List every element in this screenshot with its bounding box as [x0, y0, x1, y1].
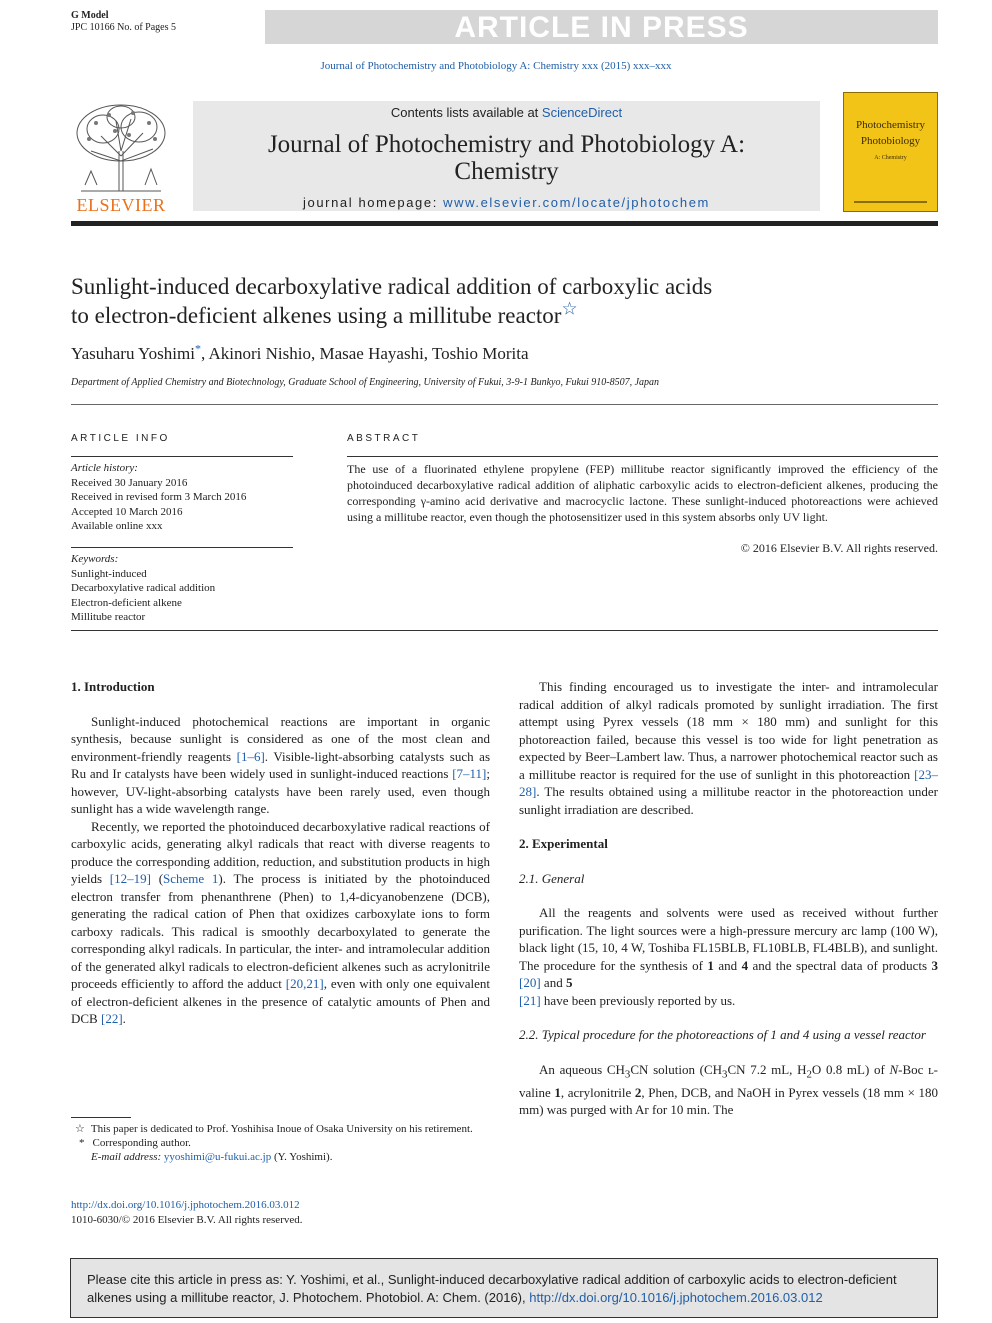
email-link[interactable]: yyoshimi@u-fukui.ac.jp — [163, 1151, 272, 1163]
author-list — [71, 341, 529, 364]
journal-title-line1: Journal of Photochemistry and Photobiology A: — [267, 131, 746, 158]
citation-link[interactable]: [23–28] — [519, 766, 938, 799]
keyword: Electron-deficient alkene — [71, 596, 182, 609]
general-paragraph: All the reagents and solvents were used as received without further purification. The light sources were a high-pressure mercury arc lamp (100 W), black light (15, 10, 4 W, Toshiba FL15BLB, FL10BLB, FL4BLB), and sunlight. The procedure for the synthesis of 1 and 4 and the spectral data of products 3 [20] and 5 [21] have been previously reported by us. — [519, 905, 938, 1008]
journal-homepage — [193, 195, 820, 210]
intro-heading: 1. Introduction — [71, 679, 155, 694]
abstract-bottom-rule — [71, 630, 938, 631]
scheme-link[interactable]: Scheme 1 — [163, 871, 219, 886]
article-info-heading: ARTICLE INFO — [71, 433, 170, 444]
keyword: Decarboxylative radical addition — [71, 582, 216, 595]
dedication-footnote: ☆ This paper is dedicated to Prof. Yoshihisa Inoue of Osaka University on his retirement. — [75, 1123, 473, 1135]
gmodel-ref: JPC 10166 No. of Pages 5 — [71, 22, 177, 33]
citation-box — [70, 1258, 938, 1318]
history-item: Received in revised form 3 March 2016 — [71, 491, 247, 504]
history-item: Received 30 January 2016 — [71, 476, 188, 489]
journal-reference-link[interactable]: Journal of Photochemistry and Photobiology A: Chemistry xxx (2015) xxx–xxx — [320, 60, 672, 72]
abstract-text: The use of a fluorinated ethylene propylene (FEP) millitube reactor significantly improved the efficiency of the photoinduced decarboxylative radical addition of aliphatic carboxylic acids to electron-deficient alkenes, producing the corresponding γ-amino acid derivative and macrocyclic lactone. These sunlight-induced photoreactions were achieved using a millitube reactor, even though the photosensitizer used in this system absorbs only UV light. — [347, 462, 938, 524]
journal-title — [193, 131, 820, 185]
cover-title-3: A: Chemistry — [874, 155, 907, 161]
homepage-link[interactable]: www.elsevier.com/locate/jphotochem — [443, 195, 710, 210]
keyword: Millitube reactor — [71, 611, 146, 624]
sciencedirect-link[interactable]: ScienceDirect — [541, 105, 623, 120]
article-info-rule — [71, 456, 293, 457]
contents-line — [193, 105, 820, 120]
typical-procedure-heading: 2.2. Typical procedure for the photoreactions of 1 and 4 using a vessel reactor — [519, 1027, 926, 1042]
citation-link[interactable]: [22] — [100, 1011, 123, 1026]
abstract-rule — [347, 456, 938, 457]
issn-copyright: 1010-6030/© 2016 Elsevier B.V. All rights reserved. — [71, 1214, 303, 1226]
keywords — [71, 552, 215, 625]
body-column-left — [71, 678, 490, 1028]
citation-link[interactable]: [7–11] — [452, 766, 487, 781]
abstract-heading: ABSTRACT — [347, 433, 421, 444]
article-in-press-banner — [265, 10, 938, 44]
footnotes — [71, 1122, 490, 1164]
citation-text: Please cite this article in press as: Y. Yoshimi, et al., Sunlight-induced decarboxylative radical addition of carboxylic acids to electron-deficient alkenes using a millitube reactor, J. Photochem. Photobiol. A: Chem. (2016), http://dx.doi.org/10.1016/j.jphotochem.2016.03.012 — [87, 1272, 897, 1305]
cover-footer-bar — [854, 201, 927, 203]
citation-link[interactable]: [20,21] — [285, 976, 324, 991]
intro-paragraph-3: This finding encouraged us to investigate the inter- and intramolecular radical addition of alkyl radicals promoted by sunlight irradiation. The first attempt using Pyrex vessels (18 mm × 180 mm) and sunlight for this photoreaction failed, because this vessel is too wide for light penetration as expected by Beer–Lambert law. Thus, a narrower photochemical reactor such as a millitube reactor is required for the use of sunlight in this photoreaction [23–28]. The results obtained using a millitube reactor in the photoreaction under sunlight irradiation are described. — [519, 679, 938, 817]
history-item: Available online xxx — [71, 520, 163, 533]
abstract-copyright: © 2016 Elsevier B.V. All rights reserved. — [740, 541, 938, 555]
article-meta — [71, 10, 176, 34]
experimental-heading: 2. Experimental — [519, 836, 608, 851]
journal-cover-image[interactable] — [843, 92, 938, 212]
corresponding-author-mark[interactable]: * — [194, 341, 201, 356]
procedure-paragraph: An aqueous $CH_3CN$ solution ($CH_3CN$ 7.2 mL, $H_2O$ 0.8 mL) of N-Boc ʟ-valine 1, acrylonitrile 2, Phen, DCB, and NaOH in Pyrex vessels (18 mm × 180 mm) was purged with Ar for 10 min. The — [519, 1061, 939, 1118]
keywords-label: Keywords: — [71, 553, 119, 565]
corresponding-footnote: * Corresponding author. — [79, 1137, 191, 1149]
title-line1: Sunlight-induced decarboxylative radical addition of carboxylic acids — [71, 274, 713, 299]
affiliation: Department of Applied Chemistry and Biotechnology, Graduate School of Engineering, University of Fukui, 3-9-1 Bunkyo, Fukui 910-8507, Japan — [71, 377, 660, 388]
title-footnote-mark[interactable]: ☆ — [561, 298, 578, 319]
title-rule — [71, 404, 938, 405]
publisher-name: ELSEVIER — [76, 195, 166, 215]
citation-link[interactable]: [12–19] — [109, 871, 151, 886]
article-title — [71, 272, 871, 330]
author-1[interactable]: Yasuharu Yoshimi — [71, 344, 195, 363]
citation-link[interactable]: [21] — [519, 992, 541, 1008]
footnote-rule — [71, 1117, 131, 1118]
intro-paragraph-1: Sunlight-induced photochemical reactions are important in organic synthesis, because sunlight is considered as one of the most clean and environment-friendly reagents [1–6]. Visible-light-absorbing catalysts such as Ru and Ir catalysts have been widely used in sunlight-induced reactions [7–11]; however, UV-light-absorbing catalysts have been rarely used, even though sunlight has a wide wavelength range. — [71, 713, 490, 816]
doi-link[interactable]: http://dx.doi.org/10.1016/j.jphotochem.2016.03.012 — [71, 1199, 300, 1211]
gmodel-label: G Model — [71, 10, 109, 21]
cover-title-1: Photochemistry — [855, 119, 926, 131]
contents-prefix: Contents lists available at — [390, 105, 542, 120]
header-rule — [71, 221, 938, 226]
keyword: Sunlight-induced — [71, 567, 147, 580]
citation-link[interactable]: [1–6] — [236, 748, 265, 764]
history-label: Article history: — [71, 462, 138, 474]
homepage-prefix: journal homepage: — [303, 195, 444, 210]
article-history — [71, 461, 246, 534]
other-authors: , Akinori Nishio, Masae Hayashi, Toshio Morita — [200, 344, 529, 363]
doi-block — [71, 1198, 303, 1228]
keywords-rule — [71, 547, 293, 548]
body-column-right — [519, 678, 938, 1119]
history-item: Accepted 10 March 2016 — [71, 505, 183, 518]
cover-title-2: Photobiology — [860, 135, 921, 147]
email-footnote: E-mail address: yyoshimi@u-fukui.ac.jp (Y. Yoshimi). — [91, 1151, 333, 1163]
citation-link[interactable]: [20] — [519, 975, 541, 990]
title-line2: to electron-deficient alkenes using a millitube reactor — [71, 303, 562, 328]
article-in-press-label: ARTICLE IN PRESS — [454, 11, 749, 44]
general-heading: 2.1. General — [519, 870, 585, 886]
journal-title-line2: Chemistry — [454, 158, 559, 185]
intro-paragraph-2: Recently, we reported the photoinduced decarboxylative radical reactions of carboxylic acids, generating alkyl radicals that react with diverse reagents to produce the corresponding addition, reduction, and substitution products in high yields [12–19] (Scheme 1). The process is initiated by the photoinduced electron transfer from phenanthrene (Phen) to 1,4-dicyanobenzene (DCB), generating the radical cation of Phen that oxidizes carboxylate ions to form carboxy radicals. This radical is smoothly decarboxylated to generate the corresponding alkyl radicals. In particular, the inter- and intramolecular addition of the generated alkyl radicals to electron-deficient alkenes such as acrylonitrile proceeds efficiently to afford the adduct [20,21], even with only one equivalent of electron-deficient alkenes in the presence of catalytic amounts of Phen and DCB [22]. — [71, 818, 490, 1026]
citation-doi-link[interactable]: http://dx.doi.org/10.1016/j.jphotochem.2016.03.012 — [529, 1290, 823, 1305]
journal-banner — [193, 101, 820, 211]
